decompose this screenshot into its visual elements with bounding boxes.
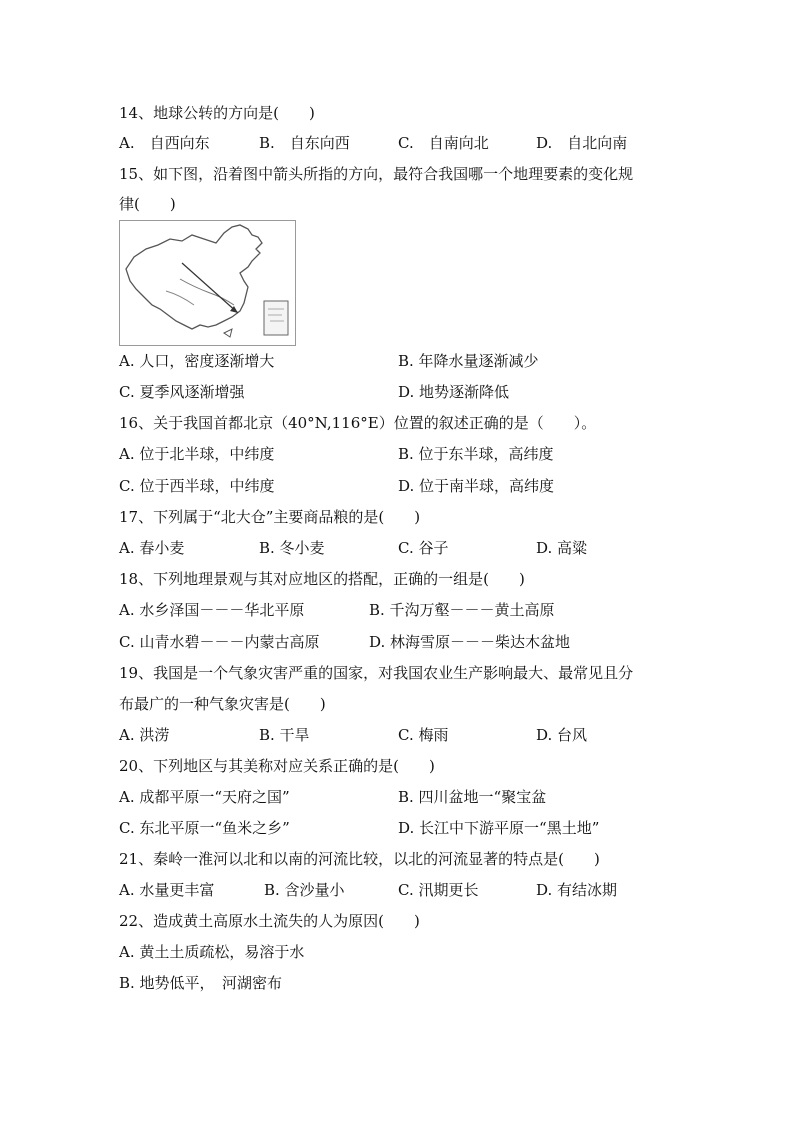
question-21-option-b: B. 含沙量小 xyxy=(264,881,345,899)
question-19-option-b: B. 干旱 xyxy=(259,726,310,744)
question-14-option-d: D. 自北向南 xyxy=(536,134,628,152)
question-15-stem-line-2: 律( ) xyxy=(119,195,176,213)
question-14-option-a: A. 自西向东 xyxy=(119,134,210,152)
question-20-option-a: A. 成都平原一“天府之国” xyxy=(119,788,290,806)
south-china-sea-inset xyxy=(264,301,288,335)
question-19-stem-line-2: 布最广的一种气象灾害是( ) xyxy=(119,695,326,713)
question-19-option-c: C. 梅雨 xyxy=(398,726,449,744)
question-14-option-b: B. 自东向西 xyxy=(259,134,350,152)
question-15-stem-line-1: 15、如下图，沿着图中箭头所指的方向，最符合我国哪一个地理要素的变化规 xyxy=(119,165,634,183)
direction-arrow-line xyxy=(182,263,238,313)
question-20-option-b: B. 四川盆地一“聚宝盆 xyxy=(398,788,547,806)
china-outline xyxy=(126,225,262,329)
question-16-option-d: D. 位于南半球，高纬度 xyxy=(398,477,555,495)
question-18-option-b: B. 千沟万壑－－－黄土高原 xyxy=(369,601,555,619)
question-17-option-c: C. 谷子 xyxy=(398,539,449,557)
question-22-option-a: A. 黄土土质疏松，易溶于水 xyxy=(119,943,305,961)
question-22-stem: 22、造成黄土高原水土流失的人为原因( ) xyxy=(119,912,420,930)
river-line-2 xyxy=(166,291,194,305)
question-15-option-c: C. 夏季风逐渐增强 xyxy=(119,383,245,401)
question-17-option-a: A. 春小麦 xyxy=(119,539,185,557)
question-19-option-a: A. 洪涝 xyxy=(119,726,170,744)
question-19-stem-line-1: 19、我国是一个气象灾害严重的国家，对我国农业生产影响最大、最常见且分 xyxy=(119,664,634,682)
question-18-option-a: A. 水乡泽国－－－华北平原 xyxy=(119,601,305,619)
question-19-option-d: D. 台风 xyxy=(536,726,588,744)
question-18-option-c: C. 山青水碧－－－内蒙古高原 xyxy=(119,633,320,651)
hainan-island xyxy=(224,329,232,337)
question-21-option-a: A. 水量更丰富 xyxy=(119,881,215,899)
question-20-stem: 20、下列地区与其美称对应关系正确的是( ) xyxy=(119,757,435,775)
question-21-stem: 21、秦岭一淮河以北和以南的河流比较，以北的河流显著的特点是( ) xyxy=(119,850,600,868)
question-21-option-c: C. 汛期更长 xyxy=(398,881,479,899)
question-17-stem: 17、下列属于“北大仓”主要商品粮的是( ) xyxy=(119,508,421,526)
question-15-option-a: A. 人口，密度逐渐增大 xyxy=(119,352,275,370)
question-20-option-d: D. 长江中下游平原一“黑土地” xyxy=(398,819,600,837)
question-16-option-c: C. 位于西半球，中纬度 xyxy=(119,477,275,495)
question-18-option-d: D. 林海雪原－－－柴达木盆地 xyxy=(369,633,571,651)
question-18-stem: 18、下列地理景观与其对应地区的搭配，正确的一组是( ) xyxy=(119,570,525,588)
china-map-drawing xyxy=(120,221,295,345)
question-16-stem: 16、关于我国首都北京（40°N,116°E）位置的叙述正确的是（ ）。 xyxy=(119,414,597,432)
question-21-option-d: D. 有结冰期 xyxy=(536,881,618,899)
question-16-option-b: B. 位于东半球，高纬度 xyxy=(398,445,554,463)
question-20-option-c: C. 东北平原一“鱼米之乡” xyxy=(119,819,290,837)
question-14-option-c: C. 自南向北 xyxy=(398,134,489,152)
china-map-figure xyxy=(119,220,296,346)
question-17-option-b: B. 冬小麦 xyxy=(259,539,325,557)
question-14-stem: 14、地球公转的方向是( ) xyxy=(119,104,315,122)
question-22-option-b: B. 地势低平， 河湖密布 xyxy=(119,974,283,992)
question-15-option-d: D. 地势逐渐降低 xyxy=(398,383,510,401)
question-15-option-b: B. 年降水量逐渐减少 xyxy=(398,352,539,370)
question-16-option-a: A. 位于北半球，中纬度 xyxy=(119,445,275,463)
question-17-option-d: D. 高粱 xyxy=(536,539,588,557)
